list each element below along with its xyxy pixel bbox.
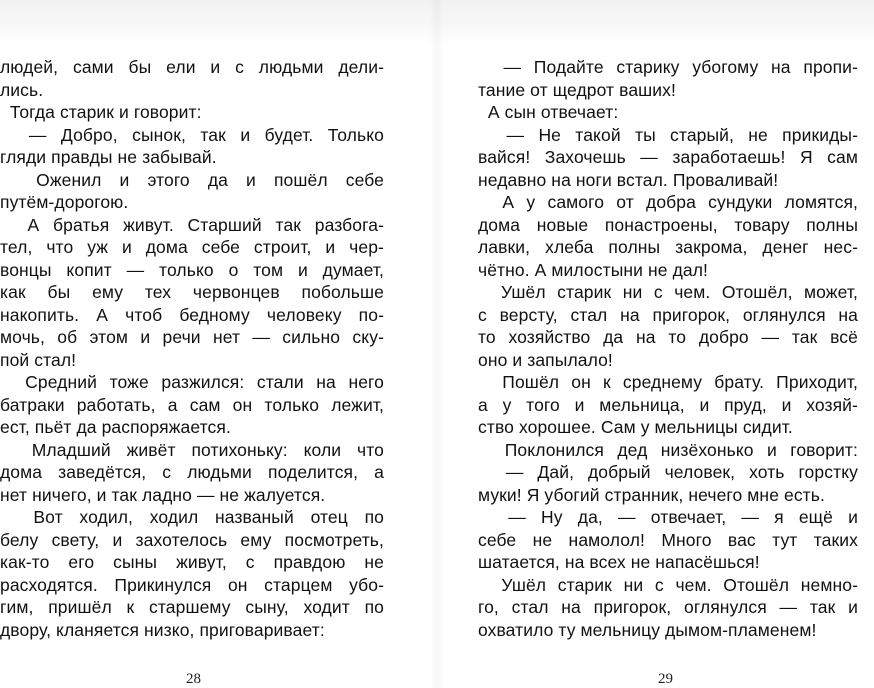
text-line: гляди правды не забывай. (0, 147, 217, 167)
text-line: тел, что уж и дома себе строит, и чер- (0, 237, 384, 257)
text-line: тание от щедрот ваших! (478, 79, 676, 100)
text-line: Поклонился дед низёхонько и говорит: (478, 439, 858, 460)
text-line: ство хорошее. Сам у мельницы сидит. (478, 417, 793, 437)
text-line: путём-дорогою. (0, 192, 129, 212)
text-line: Пошёл он к среднему брату. Приходит, (478, 372, 858, 392)
text-line: ест, пьёт да распоряжается. (0, 417, 231, 437)
text-line: оно и запылало! (478, 349, 613, 370)
text-line: мочь, об этом и речи нет — сильно ску- (0, 327, 384, 347)
text-line: то хозяйство да на то добро — так всё (478, 327, 858, 347)
text-line: А братья живут. Старший так разбога- (0, 214, 384, 235)
text-line: вонцы копит — только о том и думает, (0, 259, 384, 280)
text-line: нет ничего, и так ладно — не жалуется. (0, 484, 326, 505)
text-line: людей, сами бы ели и с людьми дели- (0, 57, 384, 77)
text-line: Ушёл старик ни с чем. Отошёл, может, (478, 282, 858, 302)
text-line: дома новые понастроены, товару полны (478, 214, 858, 235)
text-line: себе не намолол! Много вас тут таких (478, 529, 858, 550)
text-line: А сын отвечает: (478, 102, 619, 122)
text-line: накопить. А чтоб бедному человеку по- (0, 304, 384, 325)
text-line: Вот ходил, ходил названый отец по (0, 507, 384, 527)
text-line: расходятся. Прикинулся он старцем убо- (0, 574, 384, 595)
text-line: охватило ту мельницу дымом-пламенем! (478, 619, 817, 640)
text-line: шатается, на всех не напасёшься! (478, 552, 760, 572)
text-line: батраки работать, а сам он только лежит, (0, 394, 384, 415)
text-line: — Не такой ты старый, не прикиды- (478, 124, 858, 145)
text-line: муки! Я убогий странник, нечего мне есть. (478, 484, 825, 505)
book-gutter (430, 0, 444, 688)
text-line: Младший живёт потихоньку: коли что (0, 439, 384, 460)
text-line: Ушёл старик ни с чем. Отошёл немно- (478, 574, 858, 595)
text-line: Средний тоже разжился: стали на него (0, 372, 384, 392)
text-line: го, стал на пригорок, оглянулся — так и (478, 597, 858, 617)
text-line: А у самого от добра сундуки ломятся, (478, 192, 858, 212)
text-line: Оженил и этого да и пошёл себе (0, 169, 384, 190)
text-line: белу свету, и захотелось ему посмотреть, (0, 529, 384, 550)
text-line: как-то его сыны живут, с правдою не (0, 552, 384, 572)
text-line: с версту, стал на пригорок, оглянулся на (478, 304, 858, 325)
text-line: вайся! Захочешь — заработаешь! Я сам (478, 147, 858, 167)
right-page-text (478, 56, 858, 656)
text-line: — Добро, сынок, так и будет. Только (0, 124, 384, 145)
text-line: двору, кланяется низко, приговаривает: (0, 619, 325, 640)
text-line: — Ну да, — отвечает, — я ещё и (478, 507, 858, 527)
text-line: Тогда старик и говорит: (0, 102, 202, 122)
text-line: гим, пришёл к старшему сыну, ходит по (0, 597, 384, 617)
left-page-text (0, 56, 384, 656)
text-line: лись. (0, 79, 44, 100)
text-line: лавки, хлеба полны закрома, денег нес- (478, 237, 858, 257)
right-page-number: 29 (658, 671, 673, 687)
text-line: чётно. А милостыни не дал! (478, 259, 708, 280)
left-page-number: 28 (186, 671, 201, 687)
text-line: а у того и мельница, и пруд, и хозяй- (478, 394, 858, 415)
text-line: дома заведётся, с людьми поделится, а (0, 462, 384, 482)
text-line: как бы ему тех червонцев побольше (0, 282, 384, 302)
text-line: недавно на ноги встал. Проваливай! (478, 169, 779, 190)
text-line: пой стал! (0, 349, 77, 370)
text-line: — Дай, добрый человек, хоть горстку (478, 462, 858, 482)
text-line: — Подайте старику убогому на пропи- (478, 57, 858, 77)
